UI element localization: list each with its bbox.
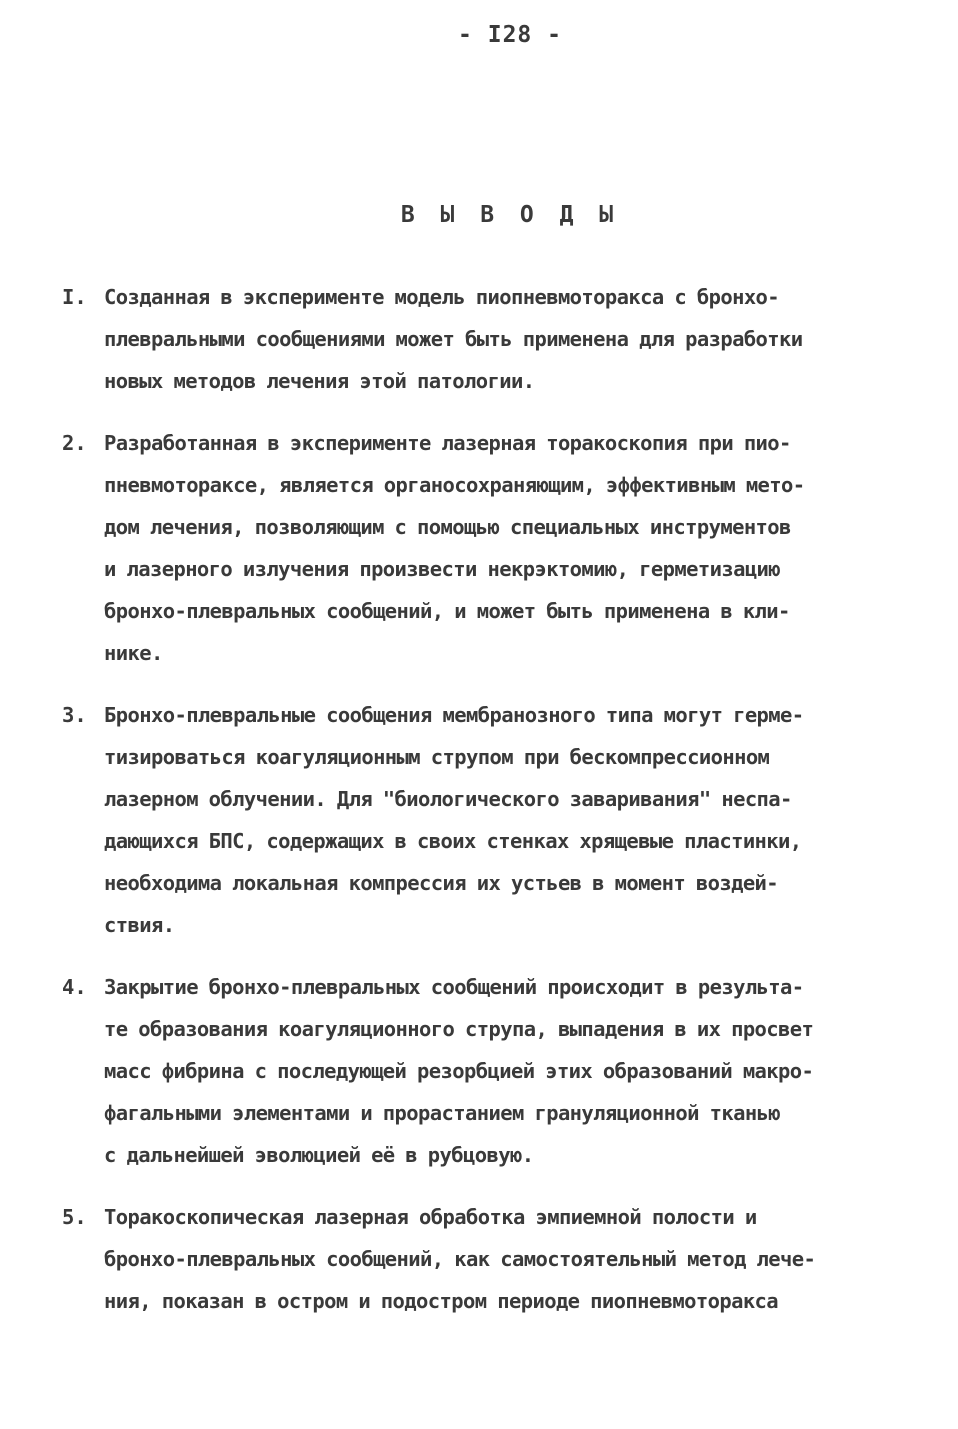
conclusion-text	[104, 276, 902, 402]
text-line: Созданная в эксперименте модель пиопневмоторакса с бронхо-	[104, 285, 780, 309]
conclusions-list	[62, 276, 902, 1342]
text-line: масс фибрина с последующей резорбцией этих образований макро-	[104, 1059, 814, 1083]
conclusion-item-4	[62, 966, 902, 1176]
text-line: фагальными элементами и прорастанием грануляционной тканью	[104, 1101, 781, 1125]
text-line: бронхо-плевральных сообщений, и может быть применена в кли-	[104, 599, 790, 623]
text-line: плевральными сообщениями может быть применена для разработки	[104, 327, 803, 351]
text-line: пневмотораксе, является органосохраняющим, эффективным мето-	[104, 473, 805, 497]
text-line: дающихся БПС, содержащих в своих стенках хрящевые пластинки,	[104, 829, 802, 853]
text-line: ствия.	[104, 913, 175, 937]
conclusion-item-3	[62, 694, 902, 946]
conclusion-text	[104, 1196, 902, 1322]
text-line: Разработанная в эксперименте лазерная торакоскопия при пио-	[104, 431, 791, 455]
text-line: и лазерного излучения произвести некрэктомию, герметизацию	[104, 557, 781, 581]
text-line: необходима локальная компрессия их устьев в момент воздей-	[104, 871, 779, 895]
conclusion-item-2	[62, 422, 902, 674]
conclusion-item-1	[62, 276, 902, 402]
text-line: нике.	[104, 641, 163, 665]
text-line: Бронхо-плевральные сообщения мембранозного типа могут герме-	[104, 703, 804, 727]
text-line: новых методов лечения этой патологии.	[104, 369, 535, 393]
conclusion-text	[104, 694, 902, 946]
conclusion-number: I.	[62, 285, 87, 309]
conclusion-number: 5.	[62, 1205, 87, 1229]
text-line: Закрытие бронхо-плевральных сообщений происходит в результа-	[104, 975, 804, 999]
text-line: с дальнейшей эволюцией её в рубцовую.	[104, 1143, 534, 1167]
conclusion-text	[104, 966, 902, 1176]
conclusion-number: 3.	[62, 703, 87, 727]
section-heading: В Ы В О Д Ы	[400, 202, 620, 228]
conclusion-item-5	[62, 1196, 902, 1322]
conclusion-text	[104, 422, 902, 674]
page-number: - I28 -	[458, 22, 562, 48]
text-line: тизироваться коагуляционным струпом при бескомпрессионном	[104, 745, 770, 769]
conclusion-number: 4.	[62, 975, 87, 999]
text-line: Торакоскопическая лазерная обработка эмпиемной полости и	[104, 1205, 757, 1229]
text-line: лазерном облучении. Для "биологического заваривания" неспа-	[104, 787, 792, 811]
text-line: ния, показан в остром и подостром периоде пиопневмоторакса	[104, 1289, 779, 1313]
conclusion-number: 2.	[62, 431, 87, 455]
text-line: бронхо-плевральных сообщений, как самостоятельный метод лече-	[104, 1247, 816, 1271]
text-line: дом лечения, позволяющим с помощью специальных инструментов	[104, 515, 791, 539]
text-line: те образования коагуляционного струпа, выпадения в их просвет	[104, 1017, 814, 1041]
